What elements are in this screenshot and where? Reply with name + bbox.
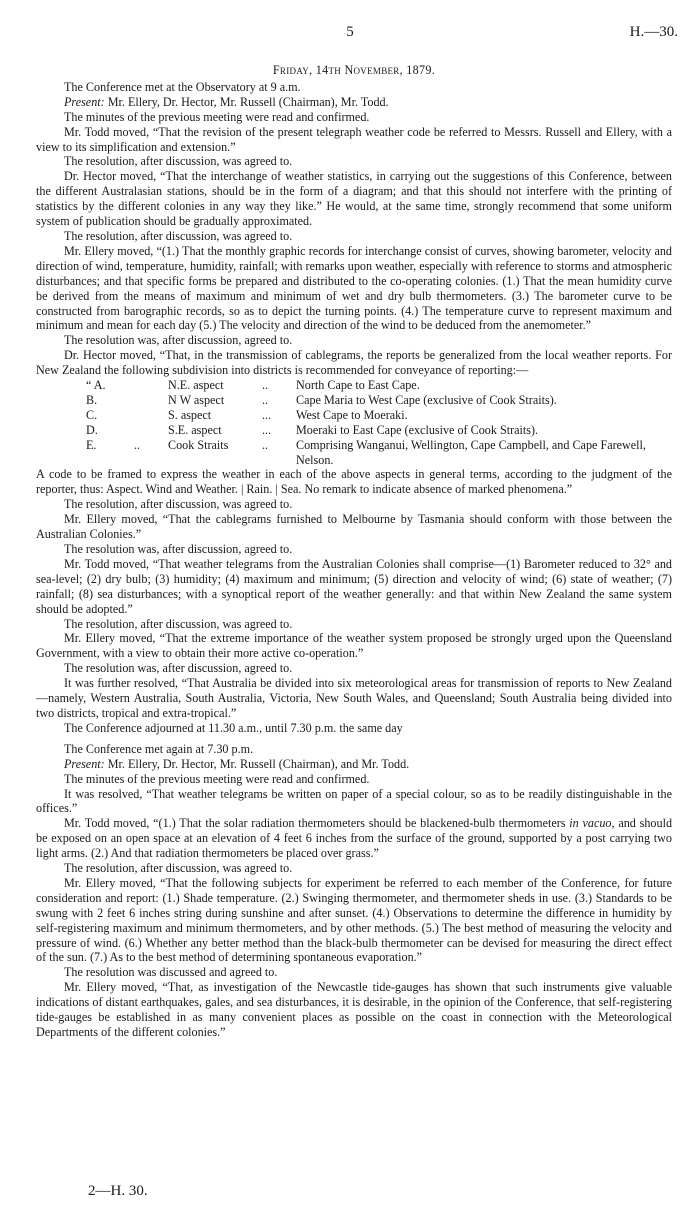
paragraph: It was resolved, “That weather telegrams be written on paper of a special colour, so as to be readily distinguishable in the offices.” [36, 786, 672, 816]
paragraph: Dr. Hector moved, “That the interchange of weather statistics, in carrying out the suggestions of this Conference, between the different Australasian stations, should be in the form of a diagram; and that this should not interfere with the printing of statistics by the different colonies in any way they like.” He would, at the same time, strongly recommend that some uniform system of publication should be gradually approximated. [36, 169, 672, 229]
paragraph: Mr. Ellery moved, “That the cablegrams furnished to Melbourne by Tasmania should conform with those between the Australian Colonies.” [36, 512, 672, 542]
district-aspect: S.E. aspect [168, 422, 222, 437]
paragraph: Mr. Ellery moved, “That the following subjects for experiment be referred to each member of the Conference, for future consideration and report: (1.) Shade temperature. (2.) Swinging thermometer, and thermometer sheds in use. (3.) Standards to be swung with 2 feet 6 inches string during sunshine and after sunset. (4.) Observations to determine the difference in humidity by self-registering maximum and minimum thermometers, and by other methods. (5.) The best method of measuring the velocity and pressure of wind. (6.) Whether any better method than the black-bulb thermometer can be devised for measuring the direct effect of the sun. (7.) As to the best method of determining spontaneous evaporation.” [36, 875, 672, 965]
paragraph: Mr. Todd moved, “That weather telegrams from the Australian Colonies shall comprise—(1) Barometer reduced to 32° and sea-level; (2) dry bulb; (3) humidity; (4) maximum and minimum; (5) direction and velocity of wind; (6) state of weather; (7) rainfall; (8) sea disturbances; with a synoptical report of the weather generally: and that within New Zealand the same system should be adopted.” [36, 556, 672, 616]
paragraph: The resolution, after discussion, was agreed to. [64, 497, 293, 512]
emphasis: in vacuo [569, 816, 612, 831]
district-area: Comprising Wanganui, Wellington, Cape Campbell, and Cape Farewell, Nelson. [296, 437, 646, 467]
paragraph: The resolution was discussed and agreed to. [64, 965, 278, 980]
leader-dots [134, 378, 168, 393]
leader-dots [134, 408, 168, 423]
districts-table [86, 378, 672, 467]
paragraph: Dr. Hector moved, “That, in the transmission of cablegrams, the reports be generalized from the local weather reports. For New Zealand the following subdivision into districts is recommended for conveyance of reporting:— [36, 348, 672, 378]
district-letter: E. [86, 437, 97, 452]
leader-dots: ... [262, 407, 272, 422]
district-row [86, 393, 672, 408]
present-label: Present: [64, 94, 105, 109]
present-members: Mr. Ellery, Dr. Hector, Mr. Russell (Chairman), and Mr. Todd. [107, 756, 410, 771]
paragraph: The resolution, after discussion, was agreed to. [64, 154, 293, 169]
district-letter: D. [86, 422, 98, 437]
leader-dots: .. [262, 378, 269, 393]
district-letter: “ A. [86, 378, 106, 393]
present-line [36, 95, 672, 110]
district-row [86, 438, 672, 468]
district-aspect: S. aspect [168, 407, 212, 422]
district-area: West Cape to Moeraki. [296, 407, 408, 422]
document-body [36, 63, 672, 1040]
document-reference: H.—30. [629, 24, 678, 40]
district-aspect: Cook Straits [168, 437, 229, 452]
paragraph: The Conference adjourned at 11.30 a.m., until 7.30 p.m. the same day [64, 720, 403, 735]
paragraph: The resolution, after discussion, was agreed to. [64, 861, 293, 876]
paragraph: A code to be framed to express the weather in each of the above aspects in general terms, according to the judgment of the reporter, thus: Aspect. Wind and Weather. | Rain. | Sea. No remark to indicate absence of marked phenomena.” [36, 467, 672, 497]
paragraph: The minutes of the previous meeting were read and confirmed. [64, 771, 370, 786]
page-number: 5 [346, 24, 354, 40]
leader-dots: ... [262, 422, 272, 437]
paragraph: The Conference met at the Observatory at 9 a.m. [64, 79, 301, 94]
leader-dots [134, 423, 168, 438]
paragraph: Mr. Todd moved, “That the revision of the present telegraph weather code be referred to Messrs. Russell and Ellery, with a view to its simplification and extension.” [36, 124, 672, 154]
paragraph [36, 816, 672, 861]
district-letter: C. [86, 407, 98, 422]
paragraph: The resolution was, after discussion, agreed to. [64, 542, 293, 556]
leader-dots: .. [262, 392, 269, 407]
paragraph: Mr. Ellery moved, “That, as investigation of the Newcastle tide-gauges has shown that such instruments give valuable indications of distant earthquakes, gales, and sea disturbances, it is desirable, in the opinion of the Conference, that self-registering tide-gauges be established in as many convenient places as possible on the coast in connection with the Meteorological Departments of the different colonies.” [36, 980, 672, 1039]
leader-dots: .. [262, 437, 269, 452]
paragraph: The resolution was, after discussion, agreed to. [64, 333, 293, 348]
district-area: Cape Maria to West Cape (exclusive of Cook Straits). [296, 392, 557, 407]
leader-dots [134, 393, 168, 408]
paragraph: The resolution was, after discussion, agreed to. [64, 661, 293, 676]
paragraph: Mr. Ellery moved, “That the extreme importance of the weather system proposed be strongly urged upon the Queensland Government, with a view to obtain their more active co-operation.” [36, 631, 672, 661]
paragraph: It was further resolved, “That Australia be divided into six meteorological areas for transmission of reports to New Zealand—namely, Western Australia, South Australia, Victoria, New South Wales, and Queensland; South Australia being divided into two districts, tropical and extra-tropical.” [36, 676, 672, 720]
paragraph: The minutes of the previous meeting were read and confirmed. [64, 109, 370, 124]
district-area: Moeraki to East Cape (exclusive of Cook Straits). [296, 422, 539, 437]
page-footer: 2—H. 30. [88, 1183, 148, 1199]
district-row [86, 423, 672, 438]
district-row [86, 408, 672, 423]
district-letter: B. [86, 392, 98, 407]
paragraph: The resolution, after discussion, was agreed to. [64, 228, 293, 243]
paragraph: Mr. Ellery moved, “(1.) That the monthly graphic records for interchange consist of curves, showing barometer, velocity and direction of wind, temperature, humidity, rainfall; with remarks upon weather, especially with reference to storms and atmospheric disturbances; and that specific forms be prepared and distributed to the co-operating colonies. (1.) That the mean humidity curve be derived from the means of maximum and minimum of wet and dry bulb thermometers. (3.) The barometer curve to be constructed from barographic records, so as to depict the turning points. (4.) The temperature curve to represent maximum and minimum and mean for each day (5.) The velocity and direction of the wind to be deduced from the anemometer.” [36, 243, 672, 333]
district-row [86, 378, 672, 393]
present-label: Present: [64, 756, 105, 771]
leader-dots: .. [134, 437, 141, 452]
district-aspect: N W aspect [168, 392, 225, 407]
text-run: , and should be exposed on an open space at an elevation of 4 feet 6 inches from the surface of the ground, supported by a post carrying two light arms. (2.) And that radiation thermometers be placed over grass.” [36, 816, 673, 861]
district-aspect: N.E. aspect [168, 378, 224, 393]
present-members: Mr. Ellery, Dr. Hector, Mr. Russell (Chairman), Mr. Todd. [107, 94, 389, 109]
district-area: North Cape to East Cape. [296, 378, 420, 393]
text-run: Mr. Todd moved, “(1.) That the solar radiation thermometers should be blackened-bulb thermometers [64, 816, 566, 831]
paragraph: The resolution, after discussion, was agreed to. [64, 616, 293, 631]
paragraph: The Conference met again at 7.30 p.m. [64, 741, 254, 756]
present-line [36, 757, 672, 772]
date-heading: Friday, 14th November, 1879. [272, 63, 436, 77]
